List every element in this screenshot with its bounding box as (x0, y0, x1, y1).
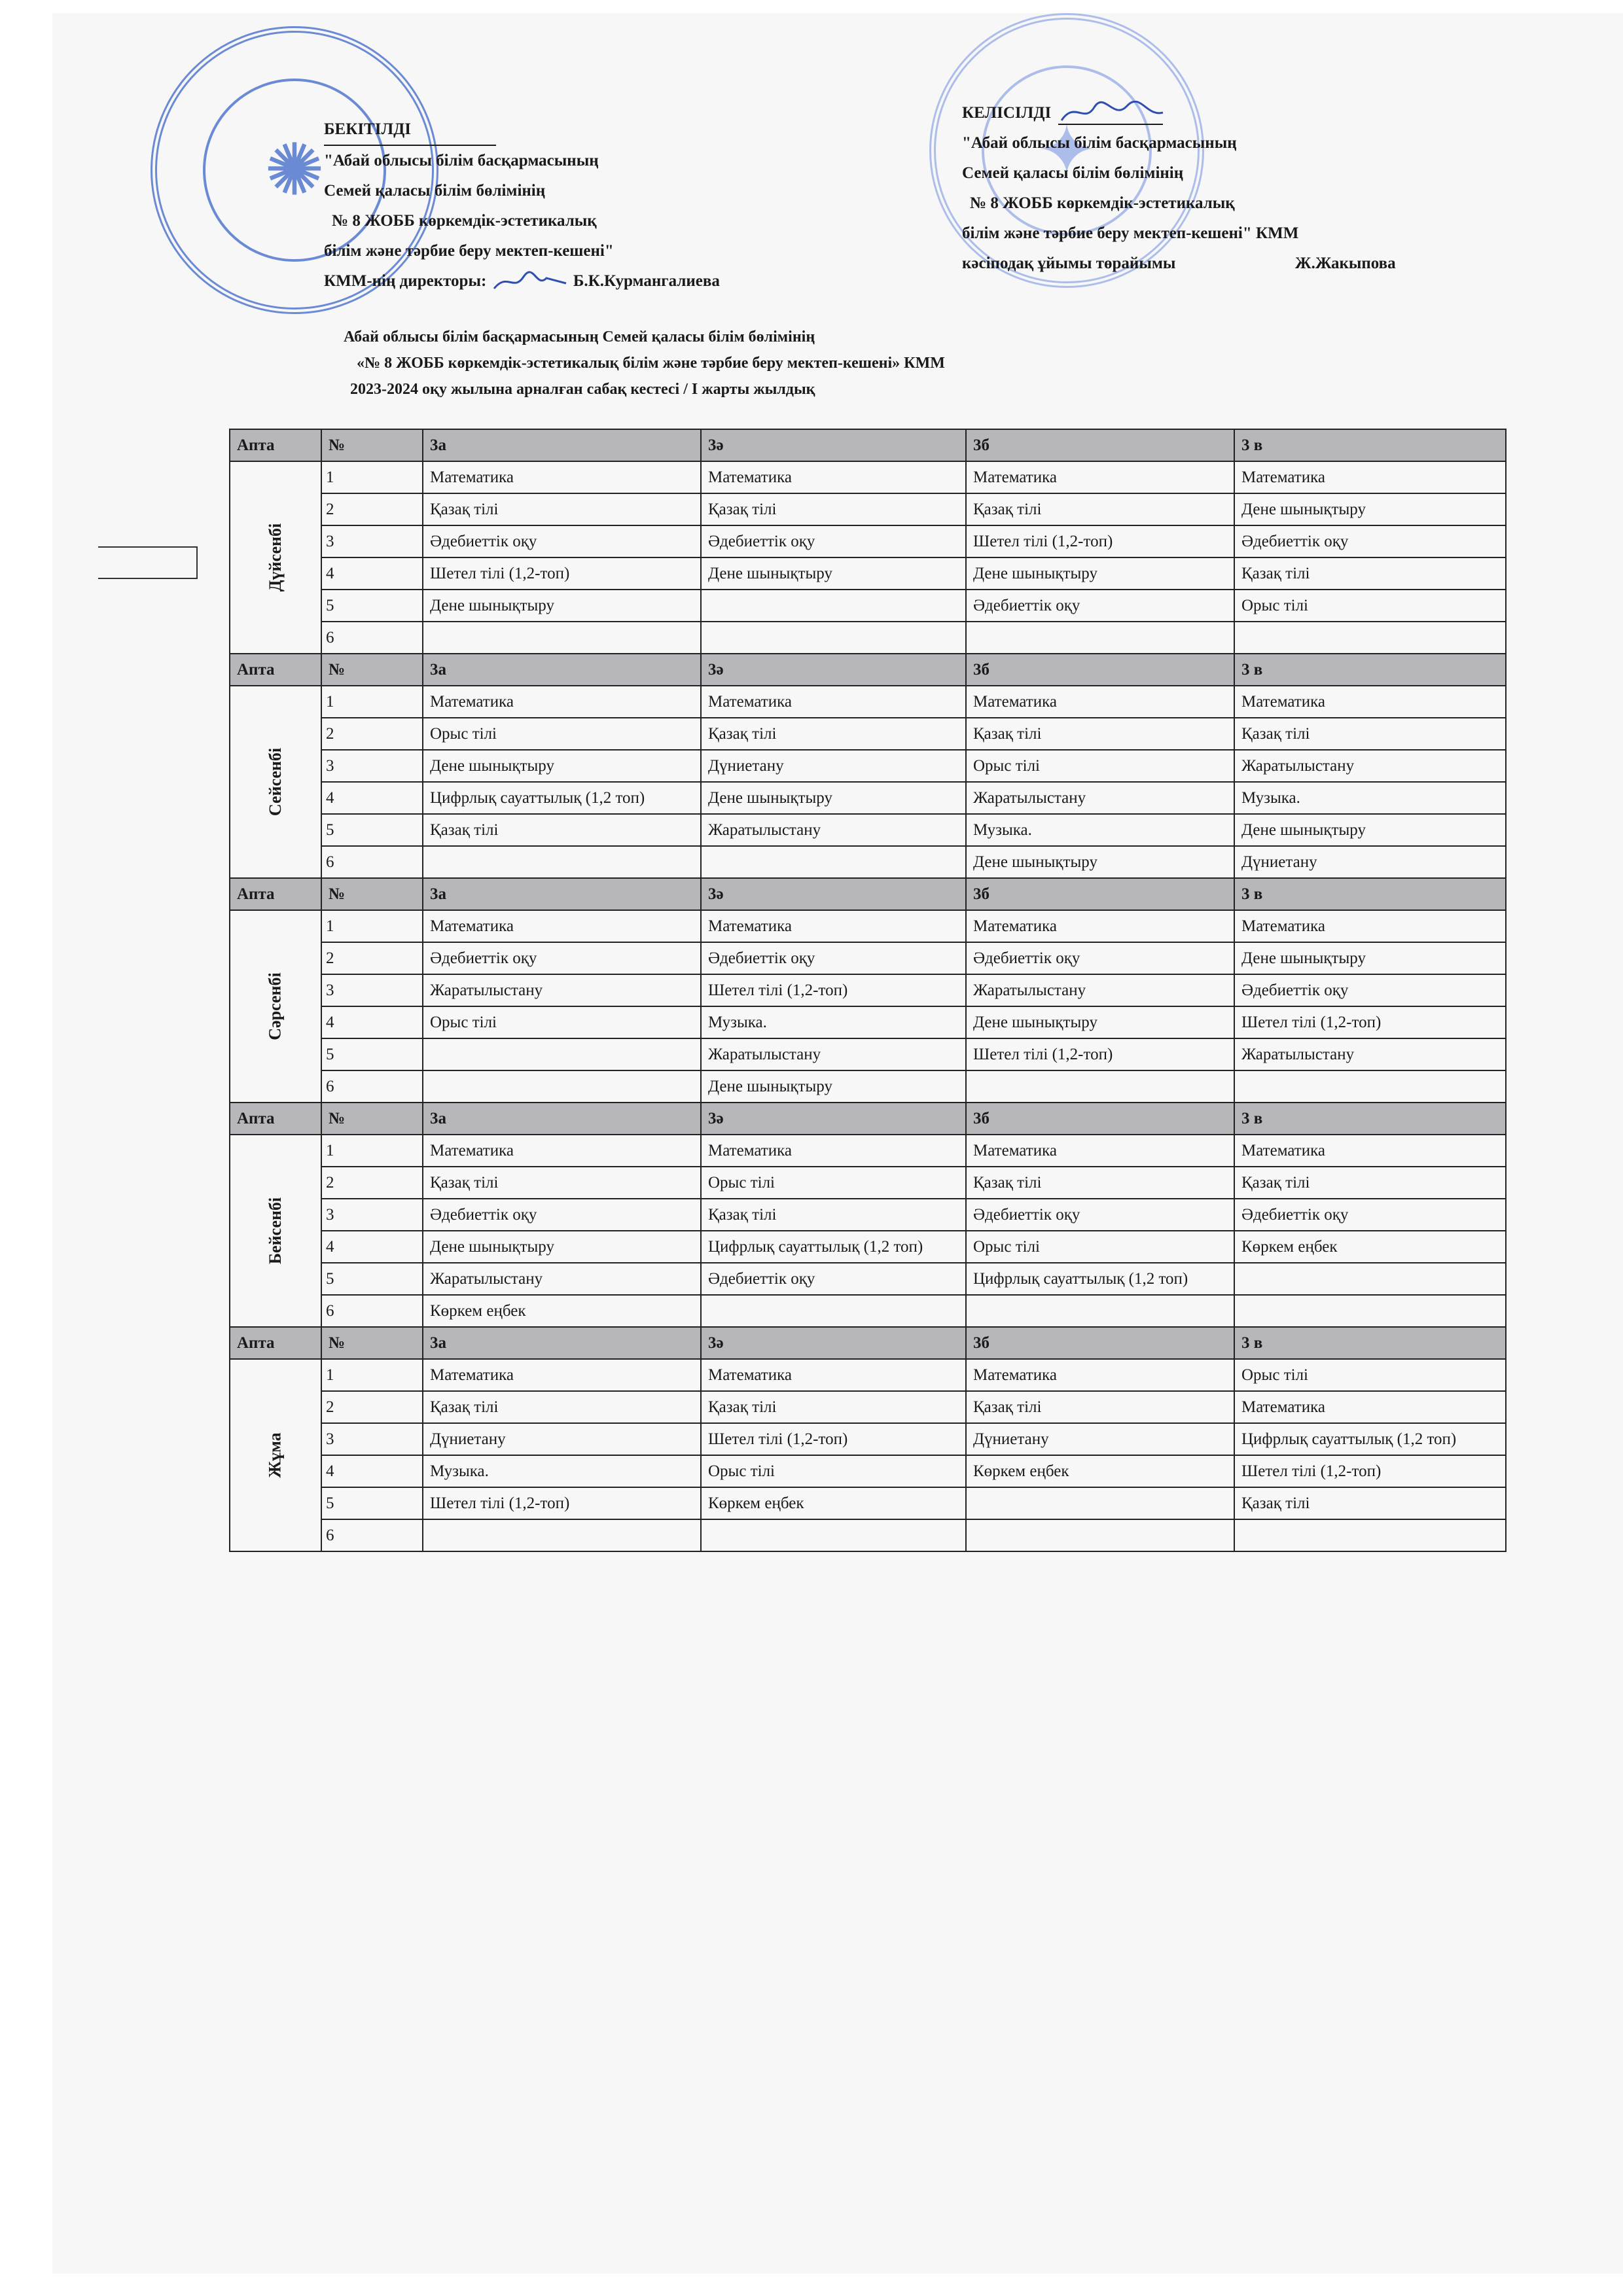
week-header-row (230, 429, 1506, 461)
header-cell: 3ә (701, 654, 966, 686)
lesson-cell: Дене шынықтыру (966, 1006, 1234, 1038)
lesson-cell: Жаратылыстану (423, 974, 701, 1006)
table-row (230, 974, 1506, 1006)
header-cell: 3б (966, 1103, 1234, 1135)
lesson-cell: Қазақ тілі (423, 1167, 701, 1199)
lesson-cell: Әдебиеттік оқу (701, 1263, 966, 1295)
lesson-cell: Әдебиеттік оқу (423, 525, 701, 557)
table-row (230, 1391, 1506, 1423)
table-row (230, 525, 1506, 557)
day-cell (230, 1359, 321, 1551)
title-line: «№ 8 ЖОББ көркемдік-эстетикалық білім және тәрбие беру мектеп-кешені» КММ (357, 355, 945, 372)
header-cell: 3 в (1234, 429, 1506, 461)
lesson-cell: Қазақ тілі (966, 1391, 1234, 1423)
header-cell: 3б (966, 1327, 1234, 1359)
signer-name: Б.К.Курмангалиева (573, 272, 720, 290)
header-cell: 3 в (1234, 1103, 1506, 1135)
lesson-number: 4 (321, 1231, 423, 1263)
header-cell: 3ә (701, 878, 966, 910)
lesson-number: 3 (321, 525, 423, 557)
lesson-number: 6 (321, 1519, 423, 1551)
lesson-cell: Математика (701, 910, 966, 942)
day-label: Сейсенбі (266, 747, 285, 817)
lesson-cell (966, 1519, 1234, 1551)
header-cell: 3 в (1234, 1327, 1506, 1359)
lesson-cell: Көркем еңбек (423, 1295, 701, 1327)
table-row (230, 910, 1506, 942)
lesson-cell (701, 846, 966, 878)
lesson-number: 3 (321, 974, 423, 1006)
lesson-cell: Әдебиеттік оқу (1234, 525, 1506, 557)
title-line: 2023-2024 оқу жылына арналған сабақ кестесі / І жарты жылдық (350, 381, 815, 398)
lesson-number: 1 (321, 910, 423, 942)
table-row (230, 846, 1506, 878)
lesson-cell: Әдебиеттік оқу (1234, 1199, 1506, 1231)
lesson-cell: Қазақ тілі (966, 1167, 1234, 1199)
lesson-cell: Әдебиеттік оқу (966, 942, 1234, 974)
day-cell (230, 461, 321, 654)
header-cell: 3а (423, 878, 701, 910)
lesson-cell: Жаратылыстану (1234, 1038, 1506, 1070)
approval-line: Семей қаласы білім бөлімінің (962, 164, 1184, 182)
header-cell: № (321, 654, 423, 686)
table-row (230, 590, 1506, 622)
document-title (344, 324, 945, 402)
lesson-cell: Шетел тілі (1,2-топ) (966, 525, 1234, 557)
lesson-cell: Шетел тілі (1,2-топ) (1234, 1006, 1506, 1038)
header-cell: 3б (966, 654, 1234, 686)
lesson-number: 2 (321, 1167, 423, 1199)
lesson-cell: Шетел тілі (1,2-топ) (423, 557, 701, 590)
lesson-cell: Математика (701, 686, 966, 718)
lesson-cell: Әдебиеттік оқу (701, 525, 966, 557)
table-row (230, 557, 1506, 590)
lesson-cell: Қазақ тілі (966, 493, 1234, 525)
lesson-cell: Әдебиеттік оқу (966, 590, 1234, 622)
lesson-cell: Қазақ тілі (966, 718, 1234, 750)
lesson-cell: Әдебиеттік оқу (701, 942, 966, 974)
lesson-cell: Орыс тілі (423, 1006, 701, 1038)
lesson-cell: Математика (966, 1359, 1234, 1391)
table-row (230, 942, 1506, 974)
lesson-cell: Дүниетану (701, 750, 966, 782)
lesson-cell: Қазақ тілі (701, 1199, 966, 1231)
lesson-cell (1234, 622, 1506, 654)
table-row (230, 1487, 1506, 1519)
lesson-cell: Математика (423, 461, 701, 493)
lesson-cell: Математика (1234, 461, 1506, 493)
lesson-cell: Музыка. (966, 814, 1234, 846)
lesson-cell: Математика (966, 1135, 1234, 1167)
lesson-cell: Дене шынықтыру (1234, 814, 1506, 846)
lesson-cell: Әдебиеттік оқу (966, 1199, 1234, 1231)
lesson-cell (1234, 1295, 1506, 1327)
lesson-number: 1 (321, 461, 423, 493)
day-label: Сәрсенбі (265, 972, 285, 1040)
approval-line: Семей қаласы білім бөлімінің (324, 182, 546, 200)
lesson-number: 3 (321, 1199, 423, 1231)
lesson-cell: Қазақ тілі (423, 814, 701, 846)
header-cell: Апта (230, 429, 321, 461)
lesson-cell: Математика (701, 461, 966, 493)
table-row (230, 1199, 1506, 1231)
header-cell: 3а (423, 654, 701, 686)
lesson-number: 5 (321, 590, 423, 622)
lesson-cell: Математика (423, 1135, 701, 1167)
lesson-cell: Шетел тілі (1,2-топ) (701, 974, 966, 1006)
lesson-number: 1 (321, 1135, 423, 1167)
approval-line: "Абай облысы білім басқармасының (962, 134, 1237, 152)
lesson-number: 5 (321, 1487, 423, 1519)
lesson-cell: Математика (423, 1359, 701, 1391)
lesson-cell (701, 590, 966, 622)
lesson-number: 6 (321, 846, 423, 878)
lesson-cell: Дене шынықтыру (966, 846, 1234, 878)
lesson-cell: Қазақ тілі (701, 1391, 966, 1423)
lesson-cell: Дене шынықтыру (423, 750, 701, 782)
day-label: Жұма (266, 1432, 285, 1478)
lesson-number: 4 (321, 557, 423, 590)
lesson-cell: Қазақ тілі (1234, 718, 1506, 750)
table-row (230, 622, 1506, 654)
table-row (230, 1006, 1506, 1038)
week-header-row (230, 654, 1506, 686)
header-cell: 3 в (1234, 878, 1506, 910)
lesson-cell: Орыс тілі (701, 1455, 966, 1487)
approval-line: № 8 ЖОББ көркемдік-эстетикалық (332, 212, 597, 230)
approval-heading: КЕЛІСІЛДІ (962, 104, 1052, 122)
lesson-cell: Дене шынықтыру (1234, 493, 1506, 525)
header-cell: № (321, 429, 423, 461)
table-row (230, 1295, 1506, 1327)
day-cell (230, 1135, 321, 1327)
lesson-cell: Дене шынықтыру (1234, 942, 1506, 974)
lesson-cell: Математика (1234, 1391, 1506, 1423)
lesson-number: 4 (321, 1006, 423, 1038)
lesson-number: 4 (321, 782, 423, 814)
table-row (230, 782, 1506, 814)
lesson-cell: Цифрлық сауаттылық (1,2 топ) (701, 1231, 966, 1263)
lesson-cell: Дүниетану (423, 1423, 701, 1455)
header-cell: Апта (230, 1327, 321, 1359)
lesson-number: 2 (321, 1391, 423, 1423)
lesson-cell: Орыс тілі (701, 1167, 966, 1199)
lesson-number: 5 (321, 814, 423, 846)
header-cell: 3ә (701, 1327, 966, 1359)
day-label: Бейсенбі (266, 1197, 285, 1265)
lesson-cell: Дене шынықтыру (423, 590, 701, 622)
lesson-cell: Цифрлық сауаттылық (1,2 топ) (966, 1263, 1234, 1295)
lesson-number: 4 (321, 1455, 423, 1487)
approval-heading: БЕКІТІЛДІ (324, 115, 496, 146)
union-seal-icon: ✦ (929, 13, 1204, 288)
approval-line: білім және тәрбие беру мектеп-кешені" КММ (962, 224, 1299, 242)
approval-line: "Абай облысы білім басқармасының (324, 152, 599, 169)
official-seal-icon: ✺ (151, 26, 438, 314)
table-row (230, 1135, 1506, 1167)
lesson-cell (966, 1295, 1234, 1327)
table-row (230, 1070, 1506, 1103)
table-row (230, 686, 1506, 718)
lesson-cell (966, 622, 1234, 654)
lesson-cell: Дене шынықтыру (423, 1231, 701, 1263)
lesson-cell: Қазақ тілі (423, 493, 701, 525)
header-cell: 3б (966, 429, 1234, 461)
lesson-cell (701, 1295, 966, 1327)
lesson-cell: Қазақ тілі (1234, 1487, 1506, 1519)
lesson-number: 6 (321, 622, 423, 654)
approval-block-left (324, 115, 720, 296)
lesson-cell: Көркем еңбек (966, 1455, 1234, 1487)
lesson-cell: Әдебиеттік оқу (423, 942, 701, 974)
lesson-cell: Дүниетану (966, 1423, 1234, 1455)
header-cell: № (321, 1327, 423, 1359)
header-cell: 3ә (701, 429, 966, 461)
lesson-cell: Орыс тілі (1234, 1359, 1506, 1391)
lesson-cell: Әдебиеттік оқу (1234, 974, 1506, 1006)
lesson-cell: Шетел тілі (1,2-топ) (966, 1038, 1234, 1070)
lesson-cell: Жаратылыстану (1234, 750, 1506, 782)
lesson-cell: Орыс тілі (966, 1231, 1234, 1263)
lesson-cell: Жаратылыстану (966, 782, 1234, 814)
lesson-cell: Шетел тілі (1,2-топ) (423, 1487, 701, 1519)
lesson-cell: Қазақ тілі (1234, 557, 1506, 590)
lesson-cell (423, 622, 701, 654)
lesson-cell: Цифрлық сауаттылық (1,2 топ) (1234, 1423, 1506, 1455)
lesson-cell (966, 1487, 1234, 1519)
lesson-cell: Музыка. (423, 1455, 701, 1487)
approval-line: № 8 ЖОББ көркемдік-эстетикалық (970, 194, 1235, 212)
lesson-cell (423, 1519, 701, 1551)
lesson-cell: Математика (1234, 1135, 1506, 1167)
lesson-cell (423, 1038, 701, 1070)
lesson-cell: Қазақ тілі (1234, 1167, 1506, 1199)
lesson-cell (966, 1070, 1234, 1103)
lesson-cell: Цифрлық сауаттылық (1,2 топ) (423, 782, 701, 814)
header-cell: Апта (230, 654, 321, 686)
lesson-cell: Көркем еңбек (1234, 1231, 1506, 1263)
table-row (230, 718, 1506, 750)
lesson-cell (701, 622, 966, 654)
header-cell: Апта (230, 1103, 321, 1135)
lesson-cell: Математика (966, 686, 1234, 718)
lesson-number: 2 (321, 718, 423, 750)
header-cell: 3 в (1234, 654, 1506, 686)
lesson-number: 2 (321, 942, 423, 974)
day-label: Дүйсенбі (265, 523, 285, 592)
margin-mark (98, 546, 198, 579)
lesson-cell: Қазақ тілі (701, 493, 966, 525)
lesson-cell: Математика (701, 1135, 966, 1167)
lesson-number: 1 (321, 686, 423, 718)
lesson-cell: Жаратылыстану (701, 814, 966, 846)
signer-name: Ж.Жакыпова (1294, 255, 1396, 272)
header-cell: Апта (230, 878, 321, 910)
lesson-cell: Дене шынықтыру (701, 782, 966, 814)
lesson-cell: Жаратылыстану (701, 1038, 966, 1070)
lesson-cell: Әдебиеттік оқу (423, 1199, 701, 1231)
lesson-cell: Жаратылыстану (423, 1263, 701, 1295)
table-row (230, 1519, 1506, 1551)
table-row (230, 1423, 1506, 1455)
lesson-cell (423, 1070, 701, 1103)
lesson-cell: Шетел тілі (1,2-топ) (1234, 1455, 1506, 1487)
lesson-cell (1234, 1070, 1506, 1103)
lesson-cell: Қазақ тілі (423, 1391, 701, 1423)
header-cell: 3а (423, 1327, 701, 1359)
lesson-cell: Математика (1234, 910, 1506, 942)
week-header-row (230, 1103, 1506, 1135)
lesson-cell: Орыс тілі (966, 750, 1234, 782)
header-cell: 3б (966, 878, 1234, 910)
lesson-cell: Орыс тілі (423, 718, 701, 750)
lesson-cell: Дүниетану (1234, 846, 1506, 878)
lesson-cell (1234, 1263, 1506, 1295)
lesson-cell: Дене шынықтыру (701, 557, 966, 590)
signer-role: КММ-нің директоры: (324, 272, 487, 290)
lesson-cell: Қазақ тілі (701, 718, 966, 750)
approval-line: білім және тәрбие беру мектеп-кешені" (324, 242, 614, 260)
table-row (230, 1263, 1506, 1295)
header-cell: № (321, 1103, 423, 1135)
lesson-cell: Математика (423, 910, 701, 942)
week-header-row (230, 878, 1506, 910)
lesson-number: 5 (321, 1263, 423, 1295)
table-row (230, 814, 1506, 846)
week-header-row (230, 1327, 1506, 1359)
lesson-number: 1 (321, 1359, 423, 1391)
lesson-cell (423, 846, 701, 878)
lesson-cell: Математика (701, 1359, 966, 1391)
title-line: Абай облысы білім басқармасының Семей қаласы білім бөлімінің (344, 328, 815, 345)
lesson-number: 5 (321, 1038, 423, 1070)
lesson-cell (1234, 1519, 1506, 1551)
lesson-number: 6 (321, 1070, 423, 1103)
header-cell: 3а (423, 1103, 701, 1135)
lesson-cell: Математика (1234, 686, 1506, 718)
table-row (230, 1231, 1506, 1263)
lesson-cell: Көркем еңбек (701, 1487, 966, 1519)
day-cell (230, 686, 321, 878)
lesson-number: 3 (321, 1423, 423, 1455)
header-cell: № (321, 878, 423, 910)
lesson-number: 2 (321, 493, 423, 525)
table-row (230, 750, 1506, 782)
header-cell: 3а (423, 429, 701, 461)
table-row (230, 1038, 1506, 1070)
approval-block-right (962, 98, 1396, 279)
lesson-cell: Математика (423, 686, 701, 718)
table-row (230, 1455, 1506, 1487)
signer-role: кәсіподақ ұйымы төрайымы (962, 255, 1176, 272)
lesson-cell: Дене шынықтыру (966, 557, 1234, 590)
table-row (230, 461, 1506, 493)
lesson-cell: Орыс тілі (1234, 590, 1506, 622)
table-row (230, 493, 1506, 525)
lesson-number: 6 (321, 1295, 423, 1327)
signature-icon (491, 269, 569, 295)
table-row (230, 1167, 1506, 1199)
lesson-cell: Математика (966, 910, 1234, 942)
lesson-cell: Музыка. (701, 1006, 966, 1038)
table-row (230, 1359, 1506, 1391)
lesson-cell: Шетел тілі (1,2-топ) (701, 1423, 966, 1455)
lesson-cell (701, 1519, 966, 1551)
lesson-cell: Математика (966, 461, 1234, 493)
lesson-cell: Музыка. (1234, 782, 1506, 814)
signature-icon (1055, 101, 1166, 127)
day-cell (230, 910, 321, 1103)
schedule-table (229, 429, 1507, 1552)
lesson-number: 3 (321, 750, 423, 782)
lesson-cell: Жаратылыстану (966, 974, 1234, 1006)
lesson-cell: Дене шынықтыру (701, 1070, 966, 1103)
header-cell: 3ә (701, 1103, 966, 1135)
